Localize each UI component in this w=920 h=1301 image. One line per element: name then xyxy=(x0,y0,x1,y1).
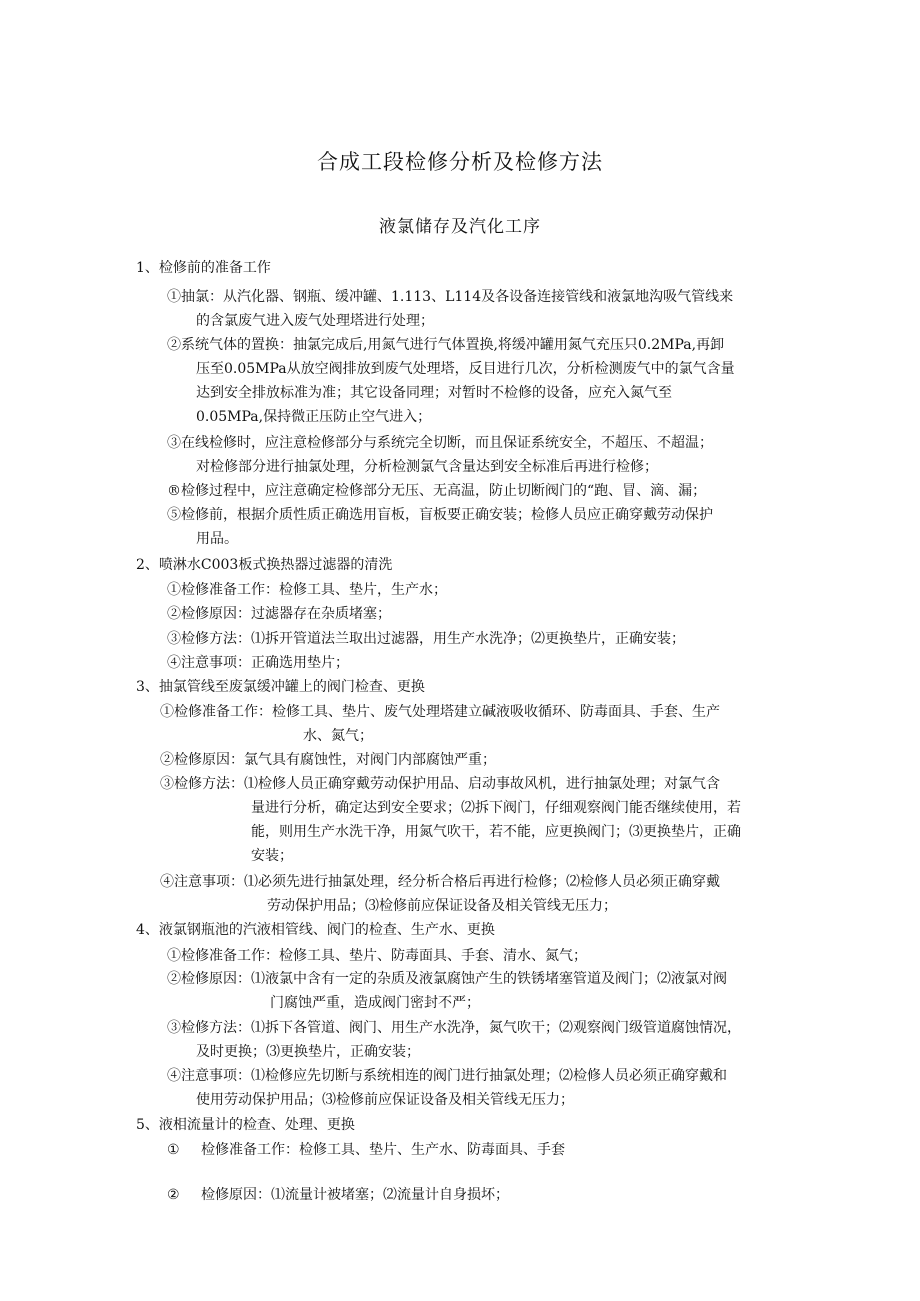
section-2-heading: 2、喷淋水C003板式换热器过滤器的清洗 xyxy=(136,557,393,573)
section-1-item-5-line-2: 用品。 xyxy=(196,531,238,547)
section-4-item-4-line-2: 使用劳动保护用品；⑶检修前应保证设备及相关管线无压力； xyxy=(196,1092,574,1108)
section-3-item-4-line-1: ④注意事项：⑴必须先进行抽氯处理，经分析合格后再进行检修；⑵检修人员必须正确穿戴 xyxy=(160,874,720,890)
section-2-item-4: ④注意事项：正确选用垫片； xyxy=(167,655,349,671)
section-3-item-3-line-4: 安装； xyxy=(251,848,293,864)
section-4-item-3-line-1: ③检修方法：⑴拆下各管道、阀门、用生产水洗净，氮气吹干；⑵观察阀门级管道腐蚀情况， xyxy=(167,1020,741,1036)
section-5-item-2 xyxy=(167,1185,509,1205)
section-1-item-1-line-2: 的含氯废气进入废气处理塔进行处理； xyxy=(196,313,434,329)
section-1-item-1-line-1: ①抽氯：从汽化器、钢瓶、缓冲罐、1.113、L114及各设备连接管线和液氯地沟吸气管线来 xyxy=(167,289,734,305)
section-5-item-1-number: ① xyxy=(167,1142,180,1158)
section-1-item-2-line-4: 0.05MPa,保持微正压防止空气进入； xyxy=(196,409,432,425)
section-3-item-4-line-2: 劳动保护用品；⑶检修前应保证设备及相关管线无压力； xyxy=(267,898,617,914)
section-4-heading: 4、液氯钢瓶池的汽液相管线、阀门的检查、生产水、更换 xyxy=(136,922,495,938)
section-3-heading: 3、抽氯管线至废氯缓冲罐上的阀门检查、更换 xyxy=(136,679,425,695)
section-5-item-2-text: 检修原因：⑴流量计被堵塞；⑵流量计自身损坏； xyxy=(201,1187,509,1203)
section-2-item-1: ①检修准备工作：检修工具、垫片，生产水； xyxy=(167,582,447,598)
section-3-item-3-line-2: 量进行分析，确定达到安全要求；⑵拆下阀门，仔细观察阀门能否继续使用，若 xyxy=(251,800,741,816)
section-1-item-2-line-1: ②系统气体的置换：抽氯完成后,用氮气进行气体置换,将缓冲罐用氮气充压只0.2MPa,再卸 xyxy=(167,337,725,353)
section-1-item-2-line-3: 达到安全排放标准为准；其它设备同理；对暂时不检修的设备，应充入氮气至 xyxy=(196,385,672,401)
section-5-item-2-number: ② xyxy=(167,1187,180,1203)
section-3-item-1-line-1: ①检修准备工作：检修工具、垫片、废气处理塔建立碱液吸收循环、防毒面具、手套、生产 xyxy=(160,704,720,720)
section-4-item-2-line-1: ②检修原因：⑴液氯中含有一定的杂质及液氯腐蚀产生的铁锈堵塞管道及阀门；⑵液氯对阀 xyxy=(167,971,727,987)
section-3-item-3-line-3: 能，则用生产水洗干净，用氮气吹干，若不能，应更换阀门；⑶更换垫片，正确 xyxy=(251,824,741,840)
section-1-item-3-line-2: 对检修部分进行抽氯处理，分析检测氯气含量达到安全标准后再进行检修； xyxy=(196,459,658,475)
section-4-item-4-line-1: ④注意事项：⑴检修应先切断与系统相连的阀门进行抽氯处理；⑵检修人员必须正确穿戴和 xyxy=(167,1068,727,1084)
section-1-item-4-line-1: ®检修过程中，应注意确定检修部分无压、无高温，防止切断阀门的“跑、冒、滴、漏； xyxy=(167,483,707,499)
section-3-item-1-line-2: 水、氮气； xyxy=(303,728,373,744)
section-1-item-2-line-2: 压至0.05MPa从放空阀排放到废气处理塔，反目进行几次，分析检测废气中的氯气含量 xyxy=(196,361,735,377)
section-1-heading: 1、检修前的准备工作 xyxy=(136,260,271,276)
section-2-item-3: ③检修方法：⑴拆开管道法兰取出过滤器，用生产水洗净；⑵更换垫片，正确安装； xyxy=(167,631,685,647)
section-2-item-2: ②检修原因：过滤器存在杂质堵塞； xyxy=(167,606,391,622)
section-1-item-3-line-1: ③在线检修时，应注意检修部分与系统完全切断，而且保证系统安全，不超压、不超温； xyxy=(167,435,713,451)
document-title: 合成工段检修分析及检修方法 xyxy=(317,150,603,174)
section-1-item-5-line-1: ⑤检修前，根据介质性质正确选用盲板，盲板要正确安装；检修人员应正确穿戴劳动保护 xyxy=(167,507,713,523)
section-3-item-3-line-1: ③检修方法：⑴检修人员正确穿戴劳动保护用品、启动事故风机，进行抽氯处理；对氯气含 xyxy=(160,776,720,792)
section-5-heading: 5、液相流量计的检查、处理、更换 xyxy=(136,1117,355,1133)
section-4-item-1-line-1: ①检修准备工作：检修工具、垫片、防毒面具、手套、清水、氮气； xyxy=(167,948,587,964)
document-subtitle: 液氯储存及汽化工序 xyxy=(379,217,541,237)
section-5-item-1 xyxy=(167,1140,565,1160)
section-4-item-3-line-2: 及时更换；⑶更换垫片，正确安装； xyxy=(196,1044,420,1060)
section-4-item-2-line-2: 门腐蚀严重，造成阀门密封不严； xyxy=(270,995,480,1011)
section-3-item-2-line-1: ②检修原因：氯气具有腐蚀性，对阀门内部腐蚀严重； xyxy=(160,752,496,768)
section-5-item-1-text: 检修准备工作：检修工具、垫片、生产水、防毒面具、手套 xyxy=(201,1142,565,1158)
